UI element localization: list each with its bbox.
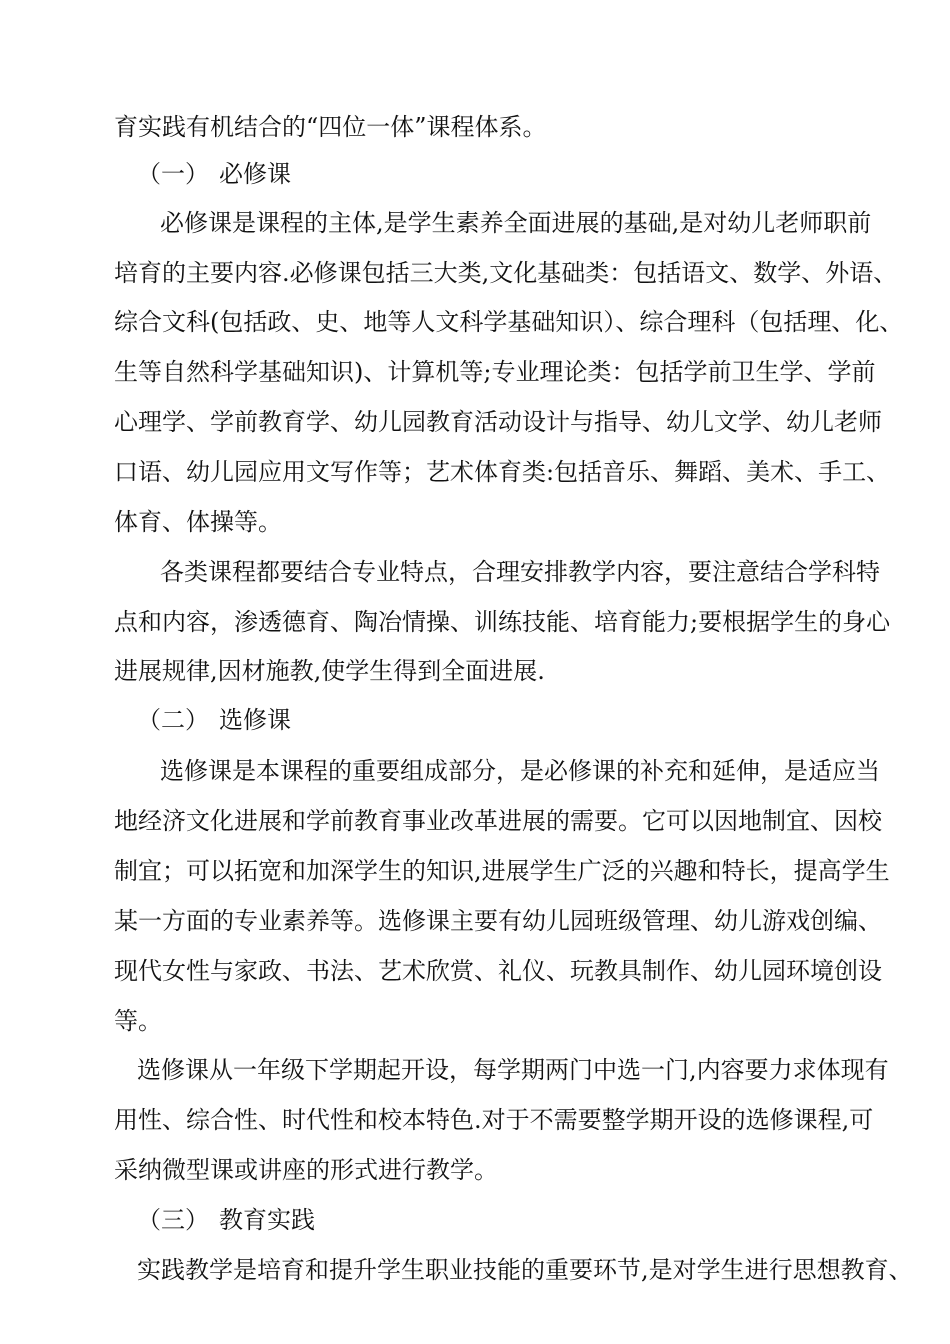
- text-line: 制宜；可以拓宽和加深学生的知识,进展学生广泛的兴趣和特长，提高学生: [114, 857, 890, 885]
- section-number: （一）: [137, 160, 209, 188]
- text-line: 各类课程都要结合专业特点，合理安排教学内容，要注意结合学科特: [160, 558, 880, 586]
- text-line: 必修课是课程的主体,是学生素养全面进展的基础,是对幼儿老师职前: [160, 209, 872, 237]
- section-title: 教育实践: [219, 1206, 315, 1234]
- text-line: 实践教学是培育和提升学生职业技能的重要环节,是对学生进行思想教育、: [137, 1256, 913, 1284]
- section-number: （三）: [137, 1206, 209, 1234]
- text-line: 育实践有机结合的“四位一体”课程体系。: [114, 113, 547, 141]
- text-line: 口语、幼儿园应用文写作等；艺术体育类:包括音乐、舞蹈、美术、手工、: [114, 458, 891, 486]
- text-line: 点和内容，渗透德育、陶冶情操、训练技能、培育能力;要根据学生的身心: [114, 608, 891, 636]
- text-line: 心理学、学前教育学、幼儿园教育活动设计与指导、幼儿文学、幼儿老师: [114, 408, 882, 436]
- section-heading: [137, 159, 291, 189]
- text-line: 综合文科(包括政、史、地等人文科学基础知识）、综合理科（包括理、化、: [114, 308, 904, 336]
- text-line: 选修课是本课程的重要组成部分，是必修课的补充和延伸，是适应当: [160, 757, 880, 785]
- text-line: 进展规律,因材施教,使学生得到全面进展.: [114, 657, 545, 685]
- section-heading: [137, 705, 291, 735]
- text-line: 等。: [114, 1007, 162, 1035]
- text-line: 某一方面的专业素养等。选修课主要有幼儿园班级管理、幼儿游戏创编、: [114, 907, 882, 935]
- section-heading: [137, 1205, 315, 1235]
- section-number: （二）: [137, 706, 209, 734]
- text-line: 培育的主要内容.必修课包括三大类,文化基础类：包括语文、数学、外语、: [114, 259, 898, 287]
- text-line: 体育、体操等。: [114, 508, 282, 536]
- section-title: 必修课: [219, 160, 291, 188]
- text-line: 用性、综合性、时代性和校本特色.对于不需要整学期开设的选修课程,可: [114, 1106, 874, 1134]
- text-line: 选修课从一年级下学期起开设，每学期两门中选一门,内容要力求体现有: [137, 1056, 889, 1084]
- text-line: 生等自然科学基础知识)、计算机等;专业理论类：包括学前卫生学、学前: [114, 358, 876, 386]
- text-line: 地经济文化进展和学前教育事业改革进展的需要。它可以因地制宜、因校: [114, 807, 882, 835]
- text-line: 采纳微型课或讲座的形式进行教学。: [114, 1156, 498, 1184]
- text-line: 现代女性与家政、书法、艺术欣赏、礼仪、玩教具制作、幼儿园环境创设: [114, 957, 882, 985]
- section-title: 选修课: [219, 706, 291, 734]
